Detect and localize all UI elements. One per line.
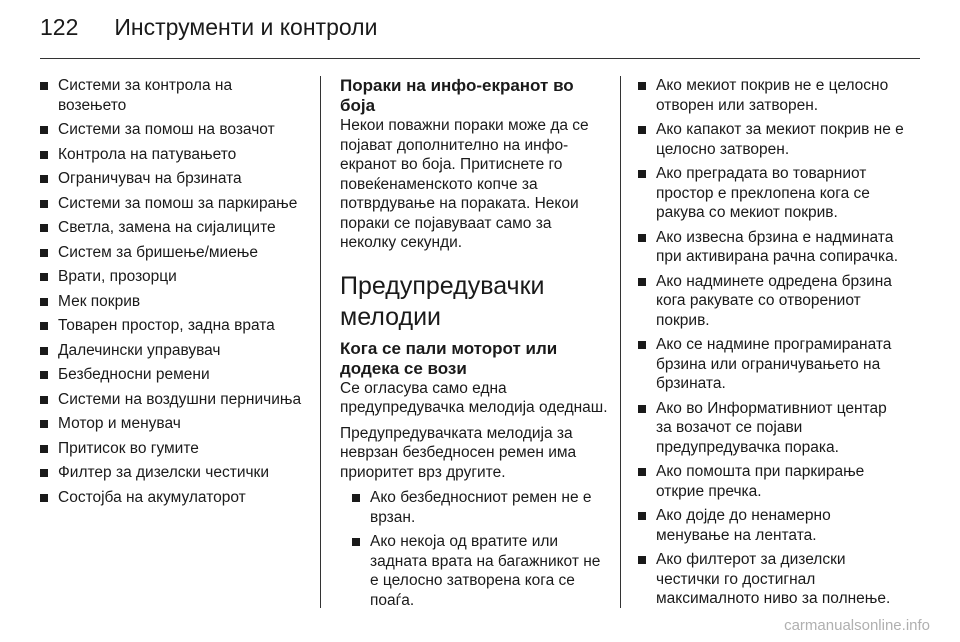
header-divider <box>40 58 920 59</box>
list-item: Далечински управувач <box>40 341 302 361</box>
bullet-icon <box>40 151 48 159</box>
bullet-icon <box>40 224 48 232</box>
bullet-icon <box>40 494 48 502</box>
column-divider-1 <box>320 76 321 608</box>
column-3 <box>638 76 906 614</box>
bullet-icon <box>40 249 48 257</box>
list-item: Врати, прозорци <box>40 267 302 287</box>
list-item: Мек покрив <box>40 292 302 312</box>
section-heading-messages: Пораки на инфо-екранот во боја <box>340 76 574 115</box>
bullet-icon <box>40 82 48 90</box>
list-item: Филтер за дизелски честички <box>40 463 302 483</box>
section-heading-warning-chimes: Предупредувачки мелодии <box>340 271 545 331</box>
bullet-icon <box>40 371 48 379</box>
system-list <box>40 76 302 507</box>
bullet-icon <box>40 126 48 134</box>
list-item: Товарен простор, задна врата <box>40 316 302 336</box>
page-number: 122 <box>40 14 79 40</box>
paragraph-messages: Некои поважни пораки може да се појават дополнително на инфо-екранот во боја. Притиснете го повеќенаменското копче за потврдување на пораката. Некои пораки се појавуваат само за неколку секунди. <box>340 117 589 251</box>
list-item: Ако надминете одредена брзина кога ракувате со отворениот покрив. <box>638 272 906 331</box>
bullet-icon <box>40 445 48 453</box>
bullet-icon <box>638 126 646 134</box>
list-item: Ако капакот за мекиот покрив не е целосно затворен. <box>638 120 906 159</box>
paragraph-single-chime: Се огласува само една предупредувачка мелодија одеднаш. <box>340 379 608 416</box>
column-2 <box>340 76 610 615</box>
bullet-icon <box>40 175 48 183</box>
bullet-icon <box>638 512 646 520</box>
bullet-icon <box>638 405 646 413</box>
list-item: Притисок во гумите <box>40 439 302 459</box>
bullet-icon <box>40 298 48 306</box>
list-item: Ако филтерот за дизелски честички го достигнал максималното ниво за полнење. <box>638 550 906 609</box>
list-item: Ако во Информативниот центар за возачот се појави предупредувачка порака. <box>638 399 906 458</box>
list-item: Ако мекиот покрив не е целосно отворен или затворен. <box>638 76 906 115</box>
bullet-icon <box>40 469 48 477</box>
list-item: Мотор и менувач <box>40 414 302 434</box>
list-item: Ако некоја од вратите или задната врата на багажникот не е целосно затворена кога се поаѓа. <box>352 532 610 610</box>
bullet-icon <box>40 420 48 428</box>
bullet-icon <box>638 234 646 242</box>
bullet-icon <box>638 556 646 564</box>
list-item: Ограничувач на брзината <box>40 169 302 189</box>
list-item: Ако извесна брзина е надмината при активирана рачна сопирачка. <box>638 228 906 267</box>
list-item: Состојба на акумулаторот <box>40 488 302 508</box>
list-item: Ако дојде до ненамерно менување на лентата. <box>638 506 906 545</box>
list-item: Системи за контрола на возењето <box>40 76 302 115</box>
chime-conditions-list <box>340 488 610 610</box>
bullet-icon <box>638 468 646 476</box>
page-header <box>40 14 377 41</box>
list-item: Системи за помош за паркирање <box>40 194 302 214</box>
list-item: Системи на воздушни перничиња <box>40 390 302 410</box>
bullet-icon <box>638 278 646 286</box>
bullet-icon <box>40 273 48 281</box>
bullet-icon <box>638 170 646 178</box>
subsection-heading-driving: Кога се пали моторот или додека се вози <box>340 338 558 378</box>
list-item: Ако помошта при паркирање открие пречка. <box>638 462 906 501</box>
list-item: Контрола на патувањето <box>40 145 302 165</box>
bullet-icon <box>638 82 646 90</box>
list-item: Системи за помош на возачот <box>40 120 302 140</box>
list-item: Систем за бришење/миење <box>40 243 302 263</box>
list-item: Безбедносни ремени <box>40 365 302 385</box>
bullet-icon <box>352 494 360 502</box>
bullet-icon <box>40 396 48 404</box>
bullet-icon <box>638 341 646 349</box>
list-item: Светла, замена на сијалиците <box>40 218 302 238</box>
column-1 <box>40 76 302 512</box>
watermark: carmanualsonline.info <box>784 617 930 634</box>
list-item: Ако преградата во товарниот простор е преклопена кога се ракува со мекиот покрив. <box>638 164 906 223</box>
list-item: Ако се надмине програмираната брзина или ограничувањето на брзината. <box>638 335 906 394</box>
bullet-icon <box>40 200 48 208</box>
bullet-icon <box>40 347 48 355</box>
chime-conditions-list-continued <box>638 76 906 609</box>
column-divider-2 <box>620 76 621 608</box>
bullet-icon <box>40 322 48 330</box>
bullet-icon <box>352 538 360 546</box>
page-title: Инструменти и контроли <box>114 14 378 40</box>
list-item: Ако безбедносниот ремен не е врзан. <box>352 488 610 527</box>
paragraph-priority: Предупредувачката мелодија за неврзан безбедносен ремен има приоритет врз другите. <box>340 424 577 481</box>
